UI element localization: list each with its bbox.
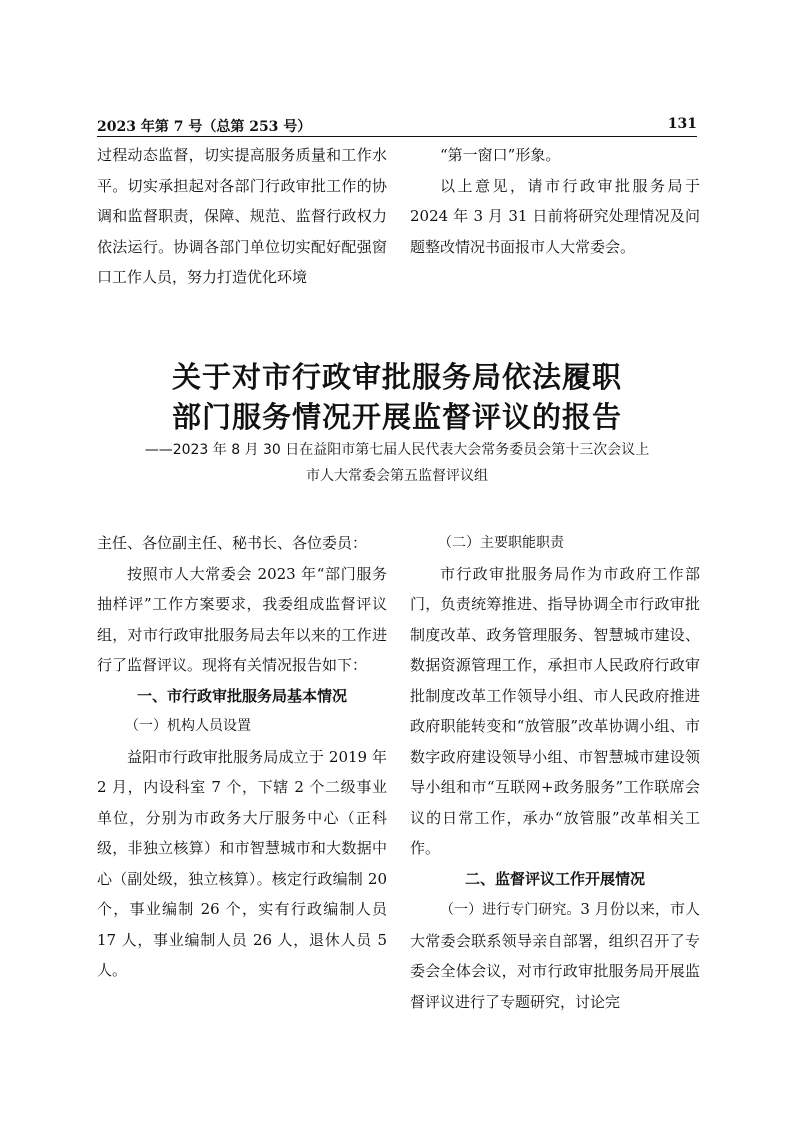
- right-column: [410, 528, 700, 1017]
- section1-body: 益阳市行政审批服务局成立于 2019 年 2 月，内设科室 7 个，下辖 2 个二级事业单位，分别为市政务大厅服务中心（正科级，非独立核算）和市智慧城市和大数据中心（副处级，独立核算）。核定行政编制 20 个，事业编制 26 个，实有行政编制人员 17 人，事业编制人员 26 人，退休人员 5 人。: [97, 747, 387, 979]
- section2-sublabel: （一）进行专门研究。: [440, 902, 581, 918]
- continued-paragraph-end: “第一窗口”形象。: [440, 146, 561, 164]
- section1-subheading-2: （二）主要职能职责: [438, 535, 564, 551]
- salutation: 主任、各位副主任、秘书长、各位委员：: [97, 534, 368, 552]
- header-rule: [97, 136, 697, 137]
- left-column: [97, 528, 387, 986]
- article-author: 市人大常委会第五监督评议组: [306, 468, 488, 484]
- intro-paragraph: 按照市人大常委会 2023 年“部门服务抽样评”工作方案要求，我委组成监督评议组，对市行政审批服务局去年以来的工作进行了监督评议。现将有关情况报告如下：: [97, 564, 387, 674]
- article-title-line2: 部门服务情况开展监督评议的报告: [171, 400, 622, 434]
- top-left-column: [97, 140, 387, 293]
- section1-subheading: （一）机构人员设置: [125, 718, 251, 734]
- section1-heading: 一、市行政审批服务局基本情况: [136, 686, 347, 705]
- continued-paragraph: 过程动态监督，切实提高服务质量和工作水平。切实承担起对各部门行政审批工作的协调和监督职责，保障、规范、监督行政权力依法运行。协调各部门单位切实配好配强窗口工作人员，努力打造优化环境: [97, 146, 387, 286]
- top-right-column: [410, 140, 700, 262]
- section2-paragraph: [410, 894, 700, 1017]
- article-title-block: [0, 358, 794, 486]
- section1-body-2: 市行政审批服务局作为市政府工作部门，负责统筹推进、指导协调全市行政审批制度改革、政务管理服务、智慧城市建设、数据资源管理工作，承担市人民政府行政审批制度改革工作领导小组、市人民政府推进政府职能转变和“放管服”改革协调小组、市数字政府建设领导小组、市智慧城市建设领导小组和市“互联网+政务服务”工作联席会议的日常工作，承办“放管服”改革相关工作。: [410, 564, 700, 857]
- closing-paragraph: 以上意见，请市行政审批服务局于2024 年 3 月 31 日前将研究处理情况及问题整改情况书面报市人大常委会。: [410, 176, 700, 256]
- article-title-line1: 关于对市行政审批服务局依法履职: [171, 360, 622, 394]
- section2-heading: 二、监督评议工作开展情况: [464, 869, 645, 888]
- issue-number: 2023 年第 7 号（总第 253 号）: [97, 119, 312, 135]
- page-number: 131: [667, 116, 697, 132]
- page-header: [97, 116, 697, 136]
- section2-body: 3 月份以来，市人大常委会联系领导亲自部署，组织召开了专委会全体会议，对市行政审批服务局开展监督评议进行了专题研究，讨论完: [410, 900, 701, 1011]
- article-subtitle-line1: ——2023 年 8 月 30 日在益阳市第七届人民代表大会常务委员会第十三次会议上: [144, 442, 650, 458]
